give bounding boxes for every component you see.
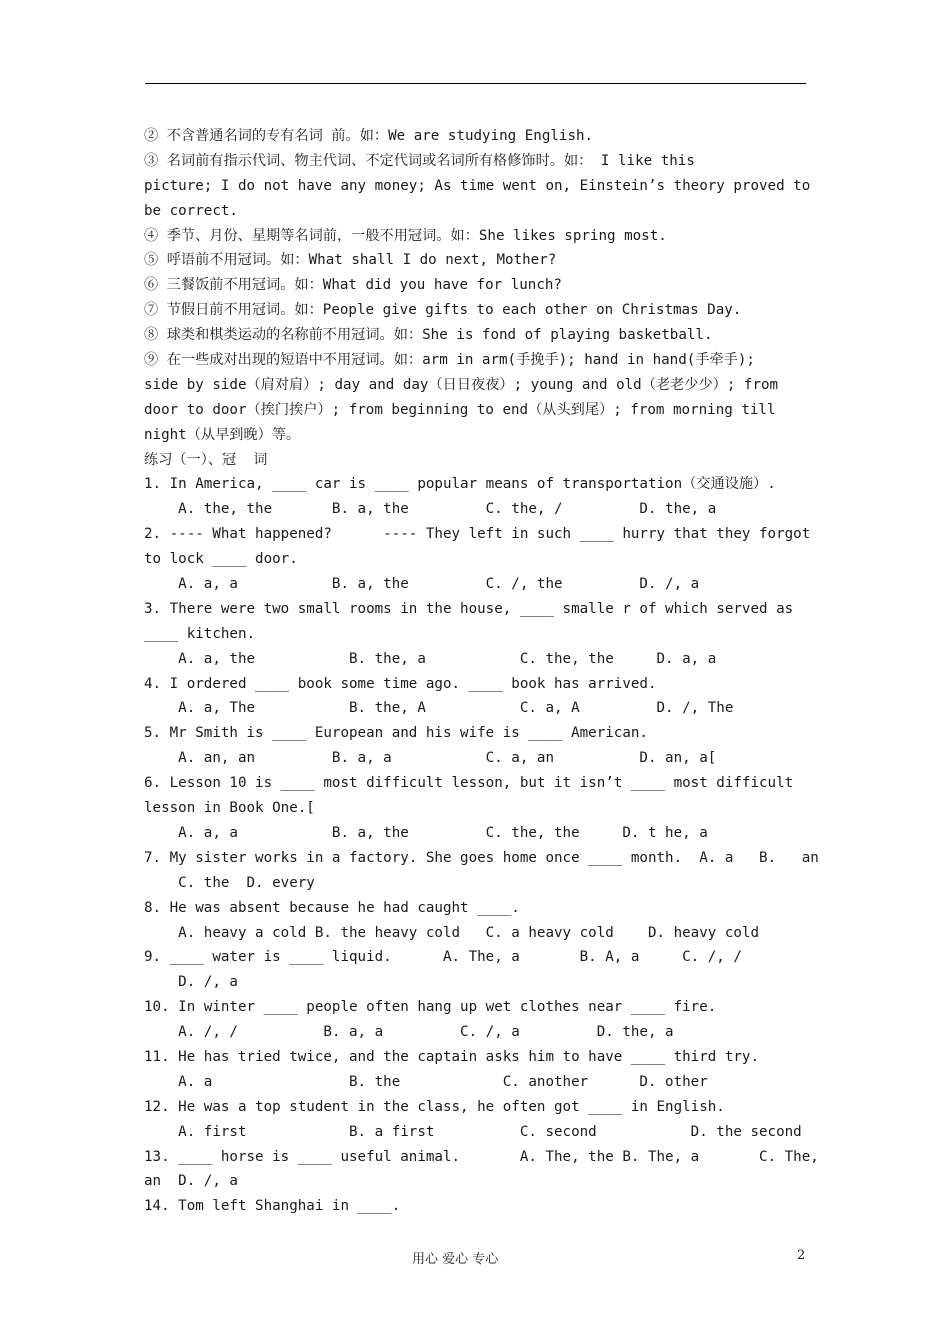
text-line: be correct. xyxy=(144,202,238,219)
header-rule xyxy=(145,83,806,84)
options-8: A. heavy a cold B. the heavy cold C. a heavy cold D. heavy cold xyxy=(144,924,759,941)
question-5: 5. Mr Smith is ____ European and his wife is ____ American. xyxy=(144,725,648,742)
options-5: A. an, an B. a, a C. a, an D. an, a[ xyxy=(144,750,717,767)
section-heading: 练习（一）、冠 词 xyxy=(144,451,268,468)
question-8: 8. He was absent because he had caught ____. xyxy=(144,899,520,916)
question-13: 13. ____ horse is ____ useful animal. A. The, the B. The, a C. The, xyxy=(144,1148,819,1165)
question-2: 2. ---- What happened? ---- They left in such ____ hurry that they forgot xyxy=(144,526,811,543)
options-13: an D. /, a xyxy=(144,1173,238,1190)
question-2-cont: to lock ____ door. xyxy=(144,551,298,568)
question-7: 7. My sister works in a factory. She goes home once ____ month. A. a B. an xyxy=(144,849,819,866)
options-2: A. a, a B. a, the C. /, the D. /, a xyxy=(144,576,700,593)
question-1: 1. In America, ____ car is ____ popular means of transportation（交通设施）. xyxy=(144,476,776,493)
question-4: 4. I ordered ____ book some time ago. ____ book has arrived. xyxy=(144,675,657,692)
text-line: ④ 季节、月份、星期等名词前，一般不用冠词。如：She likes spring most. xyxy=(144,227,667,244)
options-11: A. a B. the C. another D. other xyxy=(144,1073,708,1090)
text-line: door to door（挨门挨户）; from beginning to end（从头到尾）; from morning till xyxy=(144,401,776,418)
text-line: ⑥ 三餐饭前不用冠词。如：What did you have for lunch? xyxy=(144,277,562,294)
options-7: C. the D. every xyxy=(144,874,315,891)
question-3-cont: ____ kitchen. xyxy=(144,625,256,642)
options-4: A. a, The B. the, A C. a, A D. /, The xyxy=(144,700,734,717)
text-line: ③ 名词前有指示代词、物主代词、不定代词或名词所有格修饰时。如： I like this xyxy=(144,152,695,169)
question-9: 9. ____ water is ____ liquid. A. The, a B. A, a C. /, / xyxy=(144,949,742,966)
page-number: 2 xyxy=(797,1248,806,1263)
options-9: D. /, a xyxy=(144,974,238,991)
options-6: A. a, a B. a, the C. the, the D. t he, a xyxy=(144,824,708,841)
question-10: 10. In winter ____ people often hang up wet clothes near ____ fire. xyxy=(144,999,717,1016)
footer-text: 用心 爱心 专心 xyxy=(412,1252,499,1267)
question-3: 3. There were two small rooms in the house, ____ smalle r of which served as xyxy=(144,600,794,617)
text-line: ② 不含普通名词的专有名词 前。如：We are studying English. xyxy=(144,128,594,144)
question-12: 12. He was a top student in the class, he often got ____ in English. xyxy=(144,1098,725,1115)
question-6: 6. Lesson 10 is ____ most difficult lesson, but it isn’t ____ most difficult xyxy=(144,775,794,792)
text-line: ⑧ 球类和棋类运动的名称前不用冠词。如：She is fond of playing basketball. xyxy=(144,327,713,344)
text-line: night（从早到晚）等。 xyxy=(144,426,301,443)
question-11: 11. He has tried twice, and the captain asks him to have ____ third try. xyxy=(144,1048,759,1065)
options-1: A. the, the B. a, the C. the, / D. the, a xyxy=(144,501,717,518)
options-3: A. a, the B. the, a C. the, the D. a, a xyxy=(144,650,717,667)
question-14: 14. Tom left Shanghai in ____. xyxy=(144,1198,401,1215)
question-6-cont: lesson in Book One.[ xyxy=(144,800,315,817)
text-line: ⑤ 呼语前不用冠词。如：What shall I do next, Mother? xyxy=(144,252,557,269)
document-body xyxy=(144,124,819,1219)
text-line: ⑦ 节假日前不用冠词。如：People give gifts to each other on Christmas Day. xyxy=(144,302,742,319)
text-line: side by side（肩对肩）; day and day（日日夜夜）; young and old（老老少少）; from xyxy=(144,376,779,393)
options-10: A. /, / B. a, a C. /, a D. the, a xyxy=(144,1024,674,1041)
text-line: picture; I do not have any money; As time went on, Einstein’s theory proved to xyxy=(144,177,811,194)
options-12: A. first B. a first C. second D. the second xyxy=(144,1123,802,1140)
text-line: ⑨ 在一些成对出现的短语中不用冠词。如：arm in arm(手挽手); hand in hand(手牵手); xyxy=(144,352,755,369)
